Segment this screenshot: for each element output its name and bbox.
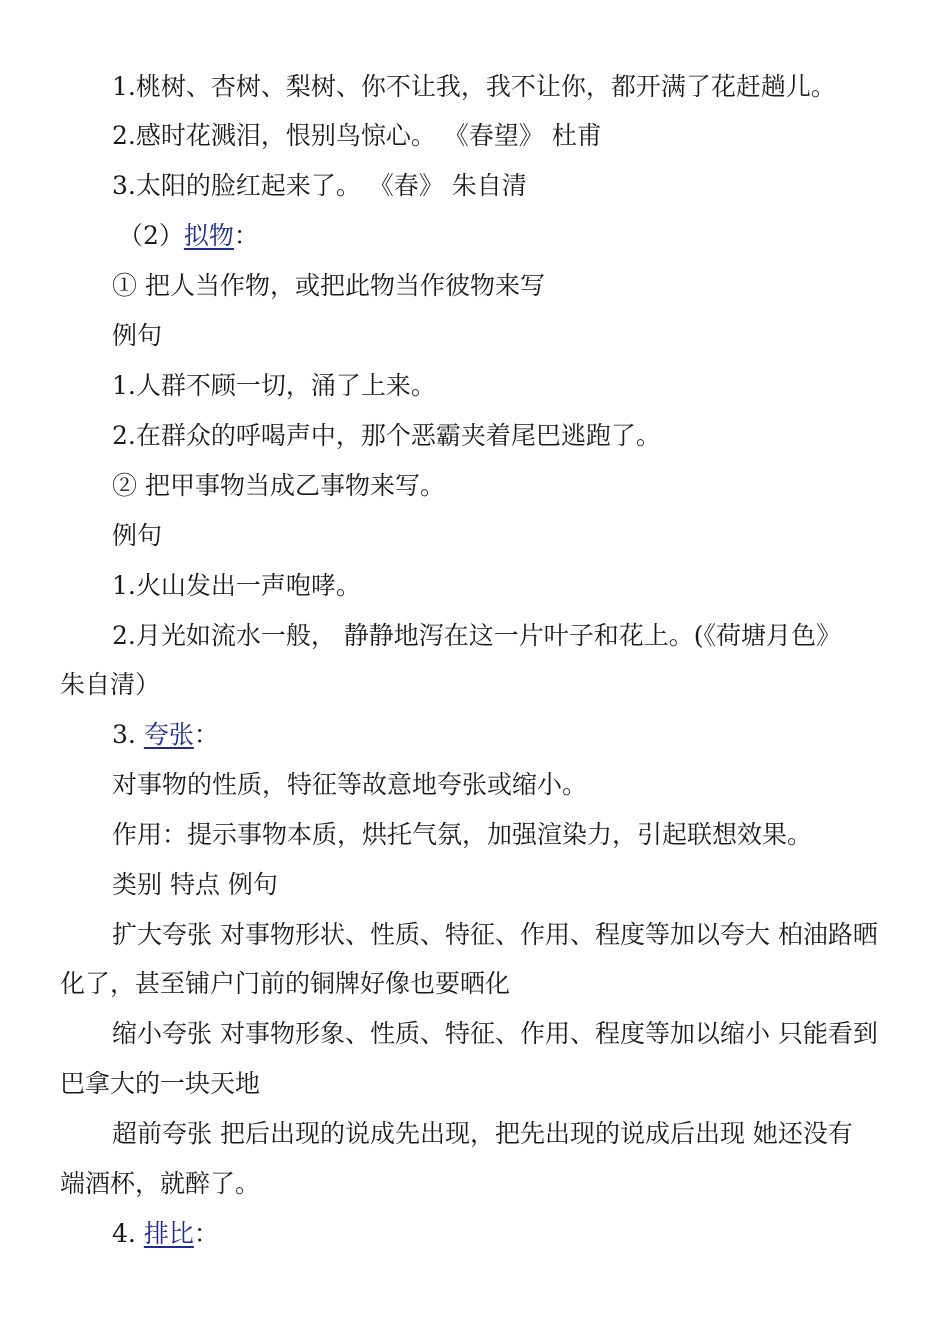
heading-colon: ：	[193, 720, 219, 749]
example-line: 1.火山发出一声咆哮。	[112, 571, 361, 600]
section-heading-paibi	[112, 1217, 219, 1251]
category-line: 超前夸张 把后出现的说成先出现，把先出现的说成后出现 她还没有	[112, 1119, 853, 1148]
category-line: 缩小夸张 对事物形象、性质、特征、作用、程度等加以缩小 只能看到	[112, 1019, 878, 1048]
category-line-continued: 化了，甚至铺户门前的铜牌好像也要晒化	[60, 969, 511, 998]
example-line: 2.月光如流水一般， 静静地泻在这一片叶子和花上。(《荷塘月色》	[112, 621, 842, 650]
table-header-line: 类别 特点 例句	[112, 870, 278, 899]
example-line: 3.太阳的脸红起来了。 《春》 朱自清	[112, 171, 527, 200]
definition-line: ① 把人当作物，或把此物当作彼物来写	[112, 271, 545, 300]
heading-colon: ：	[233, 221, 259, 250]
section-heading-kuazhang	[112, 718, 219, 752]
example-line: 1.桃树、杏树、梨树、你不让我，我不让你，都开满了花赶趟儿。	[112, 72, 836, 101]
kuazhang-link[interactable]: 夸张	[143, 720, 194, 749]
category-line: 扩大夸张 对事物形状、性质、特征、作用、程度等加以夸大 柏油路晒	[112, 920, 878, 949]
function-line: 作用：提示事物本质，烘托气氛，加强渲染力，引起联想效果。	[112, 820, 813, 849]
category-line-continued: 巴拿大的一块天地	[60, 1069, 261, 1098]
example-line: 1.人群不顾一切，涌了上来。	[112, 371, 436, 400]
paibi-link[interactable]: 排比	[143, 1219, 194, 1248]
heading-number: 4.	[112, 1219, 144, 1248]
niwu-link[interactable]: 拟物	[183, 221, 234, 250]
heading-number: （2）	[118, 221, 184, 250]
definition-line: ② 把甲事物当成乙事物来写。	[112, 471, 445, 500]
category-line-continued: 端酒杯，就醉了。	[60, 1169, 261, 1198]
heading-number: 3.	[112, 720, 144, 749]
example-line: 2.感时花溅泪，恨别鸟惊心。 《春望》 杜甫	[112, 121, 602, 150]
example-line-continued: 朱自清）	[60, 670, 161, 699]
example-label: 例句	[112, 321, 163, 350]
example-label: 例句	[112, 521, 163, 550]
section-heading-niwu	[118, 219, 259, 253]
heading-colon: ：	[193, 1219, 219, 1248]
example-line: 2.在群众的呼喝声中，那个恶霸夹着尾巴逃跑了。	[112, 421, 661, 450]
definition-line: 对事物的性质，特征等故意地夸张或缩小。	[112, 770, 588, 799]
